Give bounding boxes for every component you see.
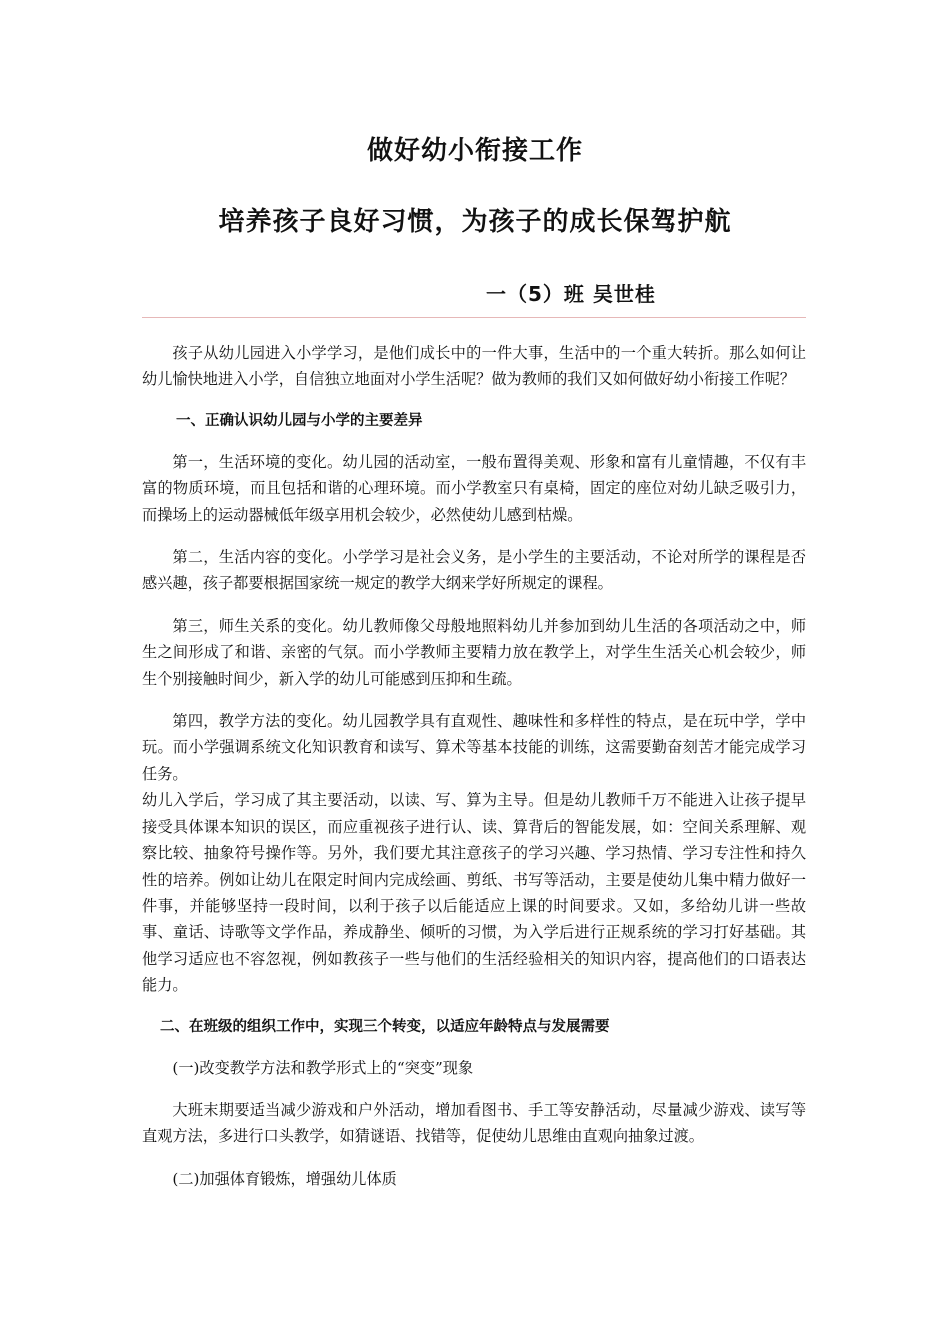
- document-title: 做好幼小衔接工作: [366, 136, 583, 166]
- paragraph-method: 第四，教学方法的变化。幼儿园教学具有直观性、趣味性和多样性的特点，是在玩中学，学中玩。而小学强调系统文化知识教育和读写、算术等基本技能的训练，这需要勤奋刻苦才能完成学习任务。: [142, 712, 806, 783]
- author-line: 一（5）班 吴世桂: [486, 282, 656, 306]
- paragraph-teaching-form: 大班末期要适当减少游戏和户外活动，增加看图书、手工等安静活动，尽量减少游戏、读写等直观方法，多进行口头教学，如猜谜语、找错等，促使幼儿思维由直观向抽象过渡。: [142, 1100, 806, 1146]
- paragraph-relationship: 第三，师生关系的变化。幼儿教师像父母般地照料幼儿并参加到幼儿生活的各项活动之中，师生之间形成了和谐、亲密的气氛。而小学教师主要精力放在教学上，对学生生活关心机会较少，师生个别接触时间少，新入学的幼儿可能感到压抑和生疏。: [142, 616, 806, 688]
- subheading-1: (一)改变教学方法和教学形式上的“突变”现象: [172, 1058, 474, 1077]
- section-heading-2: 二、在班级的组织工作中，实现三个转变，以适应年龄特点与发展需要: [160, 1018, 610, 1035]
- paragraph-environment: 第一，生活环境的变化。幼儿园的活动室，一般布置得美观、形象和富有儿童情趣，不仅有丰富的物质环境，而且包括和谐的心理环境。而小学教室只有桌椅，固定的座位对幼儿缺乏吸引力，而操场上的运动器械低年级享用机会较少，必然使幼儿感到枯燥。: [142, 452, 806, 524]
- document-subtitle: 培养孩子良好习惯，为孩子的成长保驾护航: [218, 207, 732, 237]
- subheading-2: (二)加强体育锻炼，增强幼儿体质: [172, 1169, 397, 1188]
- header-divider: [142, 317, 806, 318]
- paragraph-learning: 幼儿入学后，学习成了其主要活动，以读、写、算为主导。但是幼儿教师千万不能进入让孩子提早接受具体课本知识的误区，而应重视孩子进行认、读、算背后的智能发展，如：空间关系理解、观察比较、抽象符号操作等。另外，我们要尤其注意孩子的学习兴趣、学习热情、学习专注性和持久性的培养。例如让幼儿在限定时间内完成绘画、剪纸、书写等活动，主要是使幼儿集中精力做好一件事，并能够坚持一段时间，以利于孩子以后能适应上课的时间要求。又如，多给幼儿讲一些故事、童话、诗歌等文学作品，养成静坐、倾听的习惯，为入学后进行正规系统的学习打好基础。其他学习适应也不容忽视，例如教孩子一些与他们的生活经验相关的知识内容，提高他们的口语表达能力。: [142, 791, 806, 995]
- intro-paragraph: 孩子从幼儿园进入小学学习，是他们成长中的一件大事，生活中的一个重大转折。那么如何让幼儿愉快地进入小学，自信独立地面对小学生活呢？做为教师的我们又如何做好幼小衔接工作呢？: [142, 344, 806, 389]
- document-body: [142, 340, 806, 1192]
- paragraph-content: 第二，生活内容的变化。小学学习是社会义务，是小学生的主要活动，不论对所学的课程是否感兴趣，孩子都要根据国家统一规定的教学大纲来学好所规定的课程。: [142, 548, 806, 593]
- section-heading-1: 一、正确认识幼儿园与小学的主要差异: [176, 412, 423, 429]
